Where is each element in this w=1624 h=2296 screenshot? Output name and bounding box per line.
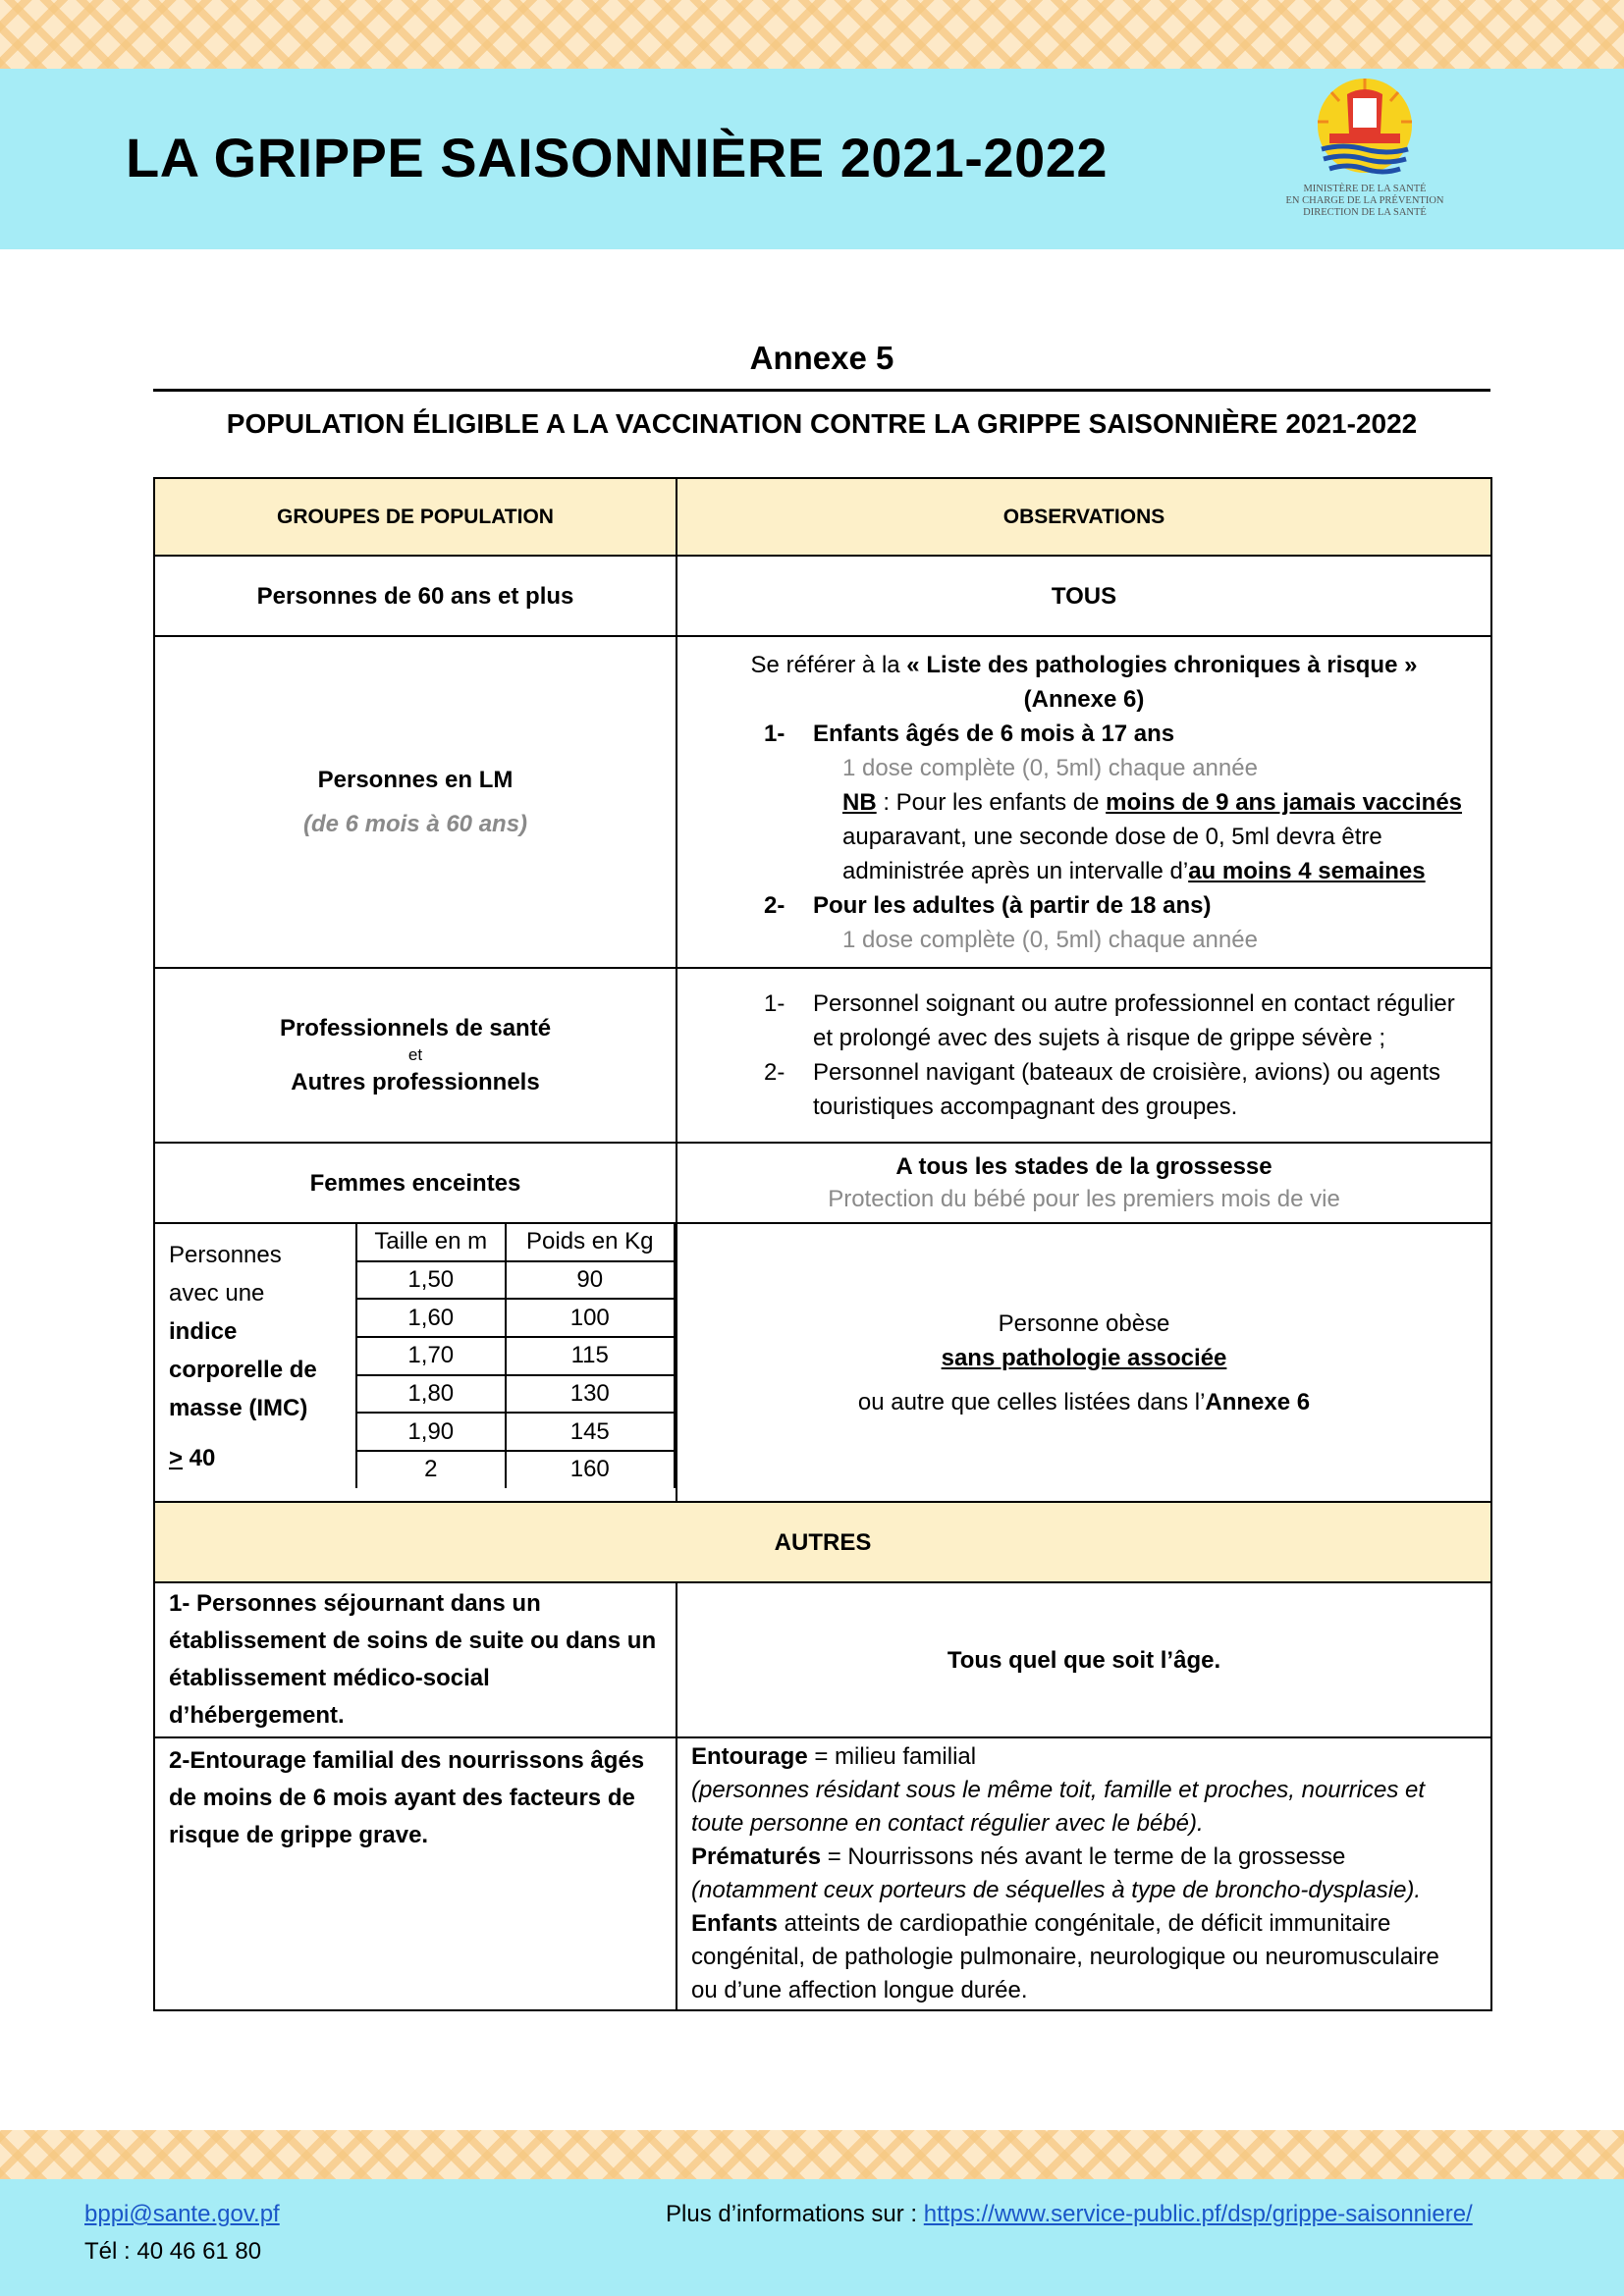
info-url-link[interactable]: https://www.service-public.pf/dsp/grippe-saisonniere/ [923,2201,1473,2227]
group-cell: Personnes de 60 ans et plus [154,556,677,636]
group-cell: Femmes enceintes [154,1143,677,1223]
nb-note: NB : Pour les enfants de moins de 9 ans jamais vaccinés auparavant, une seconde dose de 0, 5ml devra être administrée après un intervalle d’au moins 4 semaines [842,788,1463,884]
imc-row: 1,60 100 [356,1299,675,1337]
group-cell: 1- Personnes séjournant dans un établissement de soins de suite ou dans un établissement médico-social d’hébergement. [154,1582,677,1737]
table-row [154,1582,1491,1737]
imc-header-taille: Taille en m [356,1224,505,1261]
annexe-title: Annexe 5 [749,340,894,376]
observation-cell: Tous quel que soit l’âge. [677,1582,1491,1737]
footer [0,2179,1624,2296]
column-header-groups: GROUPES DE POPULATION [154,478,677,556]
table-header-row [154,478,1491,556]
group-cell: 2-Entourage familial des nourrissons âgés de moins de 6 mois ayant des facteurs de risque de grippe grave. [154,1737,677,2010]
observation-cell: Entourage = milieu familial (personnes résidant sous le même toit, famille et proches, nourrices et toute personne en contact régulier avec le bébé). Prématurés = Nourrissons nés avant le terme de la grossesse (notamment ceux porteurs de séquelles à type de broncho-dysplasie). Enfants atteints de cardiopathie congénitale, de déficit immunitaire congénital, de pathologie pulmonaire, neurologique ou neuromusculaire ou d’une affection longue durée. [677,1737,1491,2010]
table-row [154,556,1491,636]
observation-cell: TOUS [677,556,1491,636]
phone-text: Tél : 40 46 61 80 [84,2238,262,2265]
eligibility-table [153,477,1492,2011]
header-decorative-pattern [0,0,1624,69]
footer-decorative-pattern [0,2130,1624,2179]
imc-row: 1,70 115 [356,1337,675,1375]
document-subtitle: POPULATION ÉLIGIBLE A LA VACCINATION CONTRE LA GRIPPE SAISONNIÈRE 2021-2022 [226,408,1418,439]
group-cell: Personnes en LM (de 6 mois à 60 ans) [154,636,677,968]
table-row [154,1223,1491,1502]
imc-header-poids: Poids en Kg [506,1224,676,1261]
email-link[interactable]: bppi@sante.gov.pf [84,2201,280,2227]
page-title: LA GRIPPE SAISONNIÈRE 2021-2022 [126,127,1109,188]
imc-label: Personnes avec une indice corporelle de masse (IMC) > 40 [169,1242,317,1471]
observation-cell: 1- Personnel soignant ou autre professionnel en contact régulier et prolongé avec des sujets à risque de grippe sévère ; 2- Personnel navigant (bateaux de croisière, avions) ou agents touristiques accompagnant des groupes. [677,968,1491,1143]
group-cell [154,1223,677,1502]
more-info: Plus d’informations sur : https://www.service-public.pf/dsp/grippe-saisonniere/ [666,2201,1473,2227]
table-row [154,1737,1491,2010]
imc-row: 1,90 145 [356,1413,675,1451]
table-row [154,1143,1491,1223]
imc-row: 2 160 [356,1451,675,1488]
group-cell: Professionnels de santé et Autres professionnels [154,968,677,1143]
observation-cell: A tous les stades de la grossesse Protection du bébé pour les premiers mois de vie [677,1143,1491,1223]
imc-row: 1,50 90 [356,1261,675,1300]
observation-cell: Personne obèse sans pathologie associée ou autre que celles listées dans l’Annexe 6 [677,1223,1491,1502]
imc-row: 1,80 130 [356,1375,675,1414]
column-header-observations: OBSERVATIONS [677,478,1491,556]
table-row [154,636,1491,968]
imc-table [355,1224,676,1488]
logo-caption: MINISTÈRE DE LA SANTÉ EN CHARGE DE LA PRÉVENTION DIRECTION DE LA SANTÉ [1285,184,1444,218]
observation-cell: Se référer à la « Liste des pathologies chroniques à risque » (Annexe 6) 1- Enfants âgés de 6 mois à 17 ans 1 dose complète (0, 5ml) chaque année NB : Pour les enfants de moins de 9 ans jamais vaccinés auparavant, une seconde dose de 0, 5ml devra être administrée après un intervalle d’au moins 4 semaines 2- Pour les adultes (à partir de 18 ans) 1 dose complète (0, 5ml) chaque année [677,636,1491,968]
table-row [154,968,1491,1143]
table-section-row [154,1502,1491,1582]
title-divider [153,389,1490,392]
section-header-autres: AUTRES [154,1502,1491,1582]
